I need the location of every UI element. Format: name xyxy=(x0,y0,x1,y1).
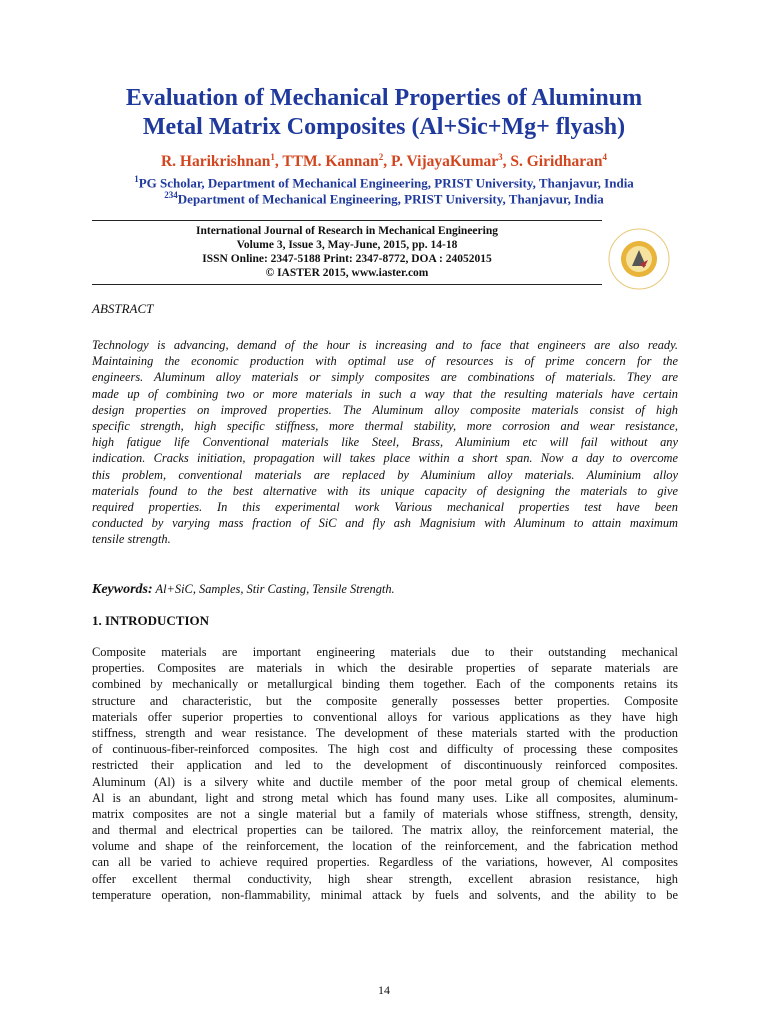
paper-title xyxy=(0,84,768,142)
text-line: made up of combining two or more materials in such a way that the resulting materials have certain xyxy=(92,386,678,401)
author: R. Harikrishnan xyxy=(160,153,271,171)
keywords-text: Al+SiC, Samples, Stir Casting, Tensile Strength. xyxy=(152,582,395,596)
text-line: materials found to the best alternative with its unique capacity of designing the materials to give xyxy=(92,483,678,498)
author-sup: 2 xyxy=(378,152,384,162)
journal-line: International Journal of Research in Mechanical Engineering xyxy=(196,225,498,237)
section-heading: 1. INTRODUCTION xyxy=(92,613,210,628)
text-line: Technology is advancing, demand of the hour is increasing and to face that engineers are also ready. xyxy=(92,338,678,352)
title-line: Evaluation of Mechanical Properties of Aluminum xyxy=(125,85,643,111)
author-sup: 4 xyxy=(602,152,608,162)
text-line: tensile strength. xyxy=(92,532,171,547)
text-line: temperature operation, non-flammability, minimal attack by fuels and solvents, and the ability to be xyxy=(92,887,678,902)
keywords xyxy=(92,581,395,598)
iaster-logo-icon xyxy=(606,226,672,292)
text-line: materials offer superior properties to conventional alloys for various applications as they have high xyxy=(92,709,678,724)
text-line: engineers. Aluminum alloy materials or simply composites are combinations of materials. They are xyxy=(92,370,678,385)
title-line: Metal Matrix Composites (Al+Sic+Mg+ flyash) xyxy=(142,114,626,140)
text-line: Composite materials are important engineering materials due to their outstanding mechanical xyxy=(92,645,678,659)
author: P. VijayaKumar xyxy=(391,153,499,171)
text-line: high fatigue life Conventional materials like Steel, Brass, Aluminium etc will fail without any xyxy=(92,435,678,450)
divider xyxy=(92,220,602,221)
text-line: matrix composites are not a single material but a family of materials whose stiffness, strength, density, xyxy=(92,806,678,821)
affiliation xyxy=(0,174,768,191)
text-line: offer excellent thermal conductivity, high shear strength, excellent abrasion resistance, high xyxy=(92,871,678,886)
text-line: can all be varied to achieve required properties. Regardless of the variations, however, Al composites xyxy=(92,855,678,870)
author-sup: 3 xyxy=(498,152,503,162)
text-line: properties. Composites are materials in which the desirable properties of separate materials are xyxy=(92,661,678,676)
introduction-body xyxy=(92,644,678,903)
journal-line: ISSN Online: 2347-5188 Print: 2347-8772, DOA : 24052015 xyxy=(202,253,492,265)
text-line: volume and shape of the reinforcement, the location of the reinforcement, and the fabrication method xyxy=(92,839,678,854)
text-line: indication. Cracks initiation, propagation will takes place within a short span. Now a day to overcome xyxy=(92,451,678,466)
text-line: design properties on improved properties. The Aluminum alloy composite materials consist of high xyxy=(92,402,678,417)
text-line: restricted their application and led to the development of discontinuously reinforced composites. xyxy=(92,758,678,773)
author: S. Giridharan xyxy=(510,153,603,171)
text-line: of continuous-fiber-reinforced composites. The high cost and difficulty of processing these composites xyxy=(92,742,678,757)
affiliation xyxy=(0,190,768,207)
aff-sup: 1 xyxy=(134,174,139,184)
abstract-body xyxy=(92,337,678,547)
journal-info xyxy=(92,224,602,280)
text-line: this problem, conventional materials are replaced by Aluminium alloy materials. Aluminium alloy xyxy=(92,467,678,482)
keywords-label: Keywords: xyxy=(92,582,153,597)
text-line: Al is an abundant, light and strong metal which has found many uses. Like all composites, aluminum- xyxy=(92,790,678,805)
text-line: structure and characteristic, but the composite generally possesses better properties. Composite xyxy=(92,693,678,708)
text-line: Aluminum (Al) is a silvery white and ductile member of the poor metal group of chemical elements. xyxy=(92,774,678,789)
text-line: required properties. In this experimental work Various mechanical properties test have been xyxy=(92,499,678,514)
page-number: 14 xyxy=(378,983,390,997)
text-line: stiffness, strength and wear resistance. The development of these materials started with the production xyxy=(92,725,678,740)
abstract-heading: ABSTRACT xyxy=(92,301,154,316)
aff-text: Department of Mechanical Engineering, PRIST University, Thanjavur, India xyxy=(177,191,604,207)
journal-line: © IASTER 2015, www.iaster.com xyxy=(265,267,429,279)
aff-text: PG Scholar, Department of Mechanical Engineering, PRIST University, Thanjavur, India xyxy=(138,175,634,191)
text-line: specific strength, high specific stiffness, more thermal stability, more corrosion and wear resistance, xyxy=(92,418,678,433)
text-line: combined by mechanically or metallurgical binding them together. Each of the components retains its xyxy=(92,677,678,692)
journal-line: Volume 3, Issue 3, May-June, 2015, pp. 14-18 xyxy=(236,239,458,251)
author: TTM. Kannan xyxy=(282,153,379,171)
aff-sup: 234 xyxy=(164,190,178,200)
author-sup: 1 xyxy=(270,152,275,162)
text-line: conducted by varying mass fraction of SiC and fly ash Magnisium with Aluminum to attain maximum xyxy=(92,516,678,531)
text-line: and thermal and electrical properties can be tailored. The matrix alloy, the reinforcement material, the xyxy=(92,823,678,838)
text-line: Maintaining the economic production with optimal use of resources is of prime concern for the xyxy=(92,354,678,369)
author-list: R. Harikrishnan$^1$, TTM. Kannan$^2$, P. VijayaKumar$^3$, S. Giridharan$^4$ xyxy=(160,152,608,171)
divider xyxy=(92,284,602,285)
